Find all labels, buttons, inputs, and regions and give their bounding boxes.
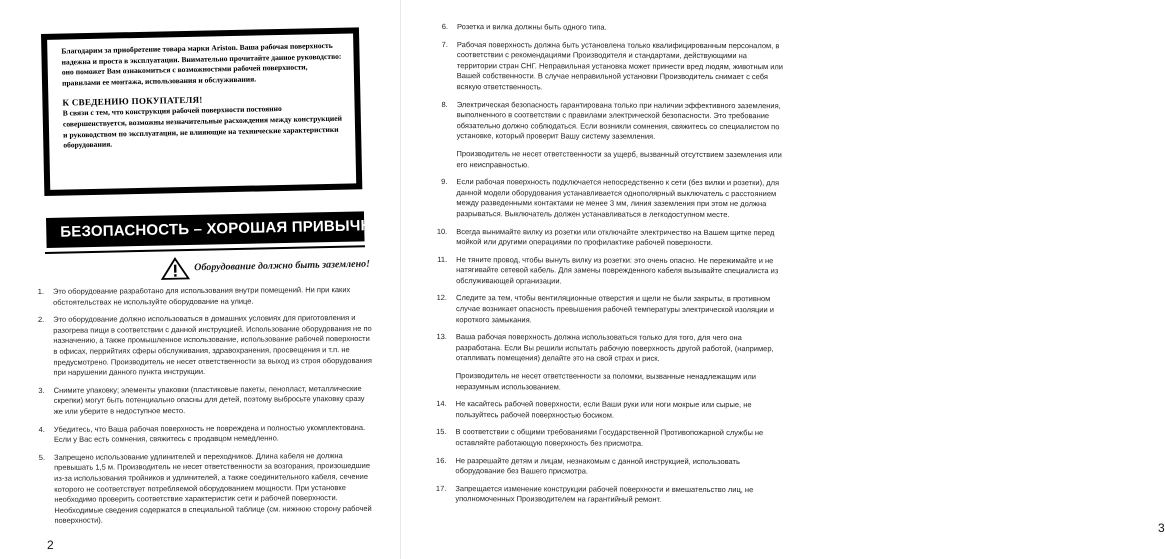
item-text: Не тяните провод, чтобы вынуть вилку из розетки: это очень опасно. Не пережимайте и не натягивайте сетевой кабель. Для замены поврежденного кабеля вызывайте специалиста из обслуживающей организации. xyxy=(456,254,779,286)
item-number: 6. xyxy=(441,22,448,32)
item-text: Если рабочая поверхность подключается непосредственно к сети (без вилки и розетки), для данной модели оборудования устанавливается однополярный выключатель с расстоянием между разведенными контактами не менее 3 мм, линия заземления при этом не должна разрываться. Выключатель должен устанавливаться в легкодоступном месте. xyxy=(456,177,780,219)
item-number: 7. xyxy=(441,39,448,49)
list-item xyxy=(433,226,785,248)
list-item xyxy=(433,399,785,421)
item-text: Ваша рабочая поверхность должна использоваться только для того, для чего она разработана. Если Вы решили испытать рабочую поверхность другой работой, (например, отапливать помещения) делайте это на свой страх и риск. xyxy=(455,332,774,364)
page-number-right: 3 xyxy=(1158,521,1165,535)
list-item xyxy=(433,177,785,221)
item-text: В соответствии с общими требованиями Государственной Противопожарной службы не оставляйте работающую поверхность без присмотра. xyxy=(455,427,764,448)
item-text: Рабочая поверхность должна быть установлена только квалифицированным персоналом, в соответствии с рекомендациями Производителя и стандартами, действующими на территории стран СНГ. Неправильная установка может принести вред людям, животным или Вашей собственности. В случае неправильной установки Производитель снимает с себя всякую ответственность. xyxy=(456,39,784,92)
section-title: БЕЗОПАСНОСТЬ – ХОРОШАЯ ПРИВЫЧКА xyxy=(60,216,382,241)
list-item xyxy=(433,100,785,172)
item-number: 14. xyxy=(436,399,447,409)
notice-heading: К СВЕДЕНИЮ ПОКУПАТЕЛЯ! xyxy=(62,95,203,108)
item-number: 12. xyxy=(436,293,448,303)
item-text: Не разрешайте детям и лицам, незнакомым с данной инструкцией, использовать оборудование без Вашего присмотра. xyxy=(455,455,740,476)
safety-list-right xyxy=(432,22,786,513)
item-text: Запрещено использование удлинителей и переходников. Длина кабеля не должна превышать 1,5 м. Производитель не несет ответственности за возгорания, произошедшие из-за использования тройников и удлинителей, а также соединительного кабеля, сечение которого не соответствует потребляемой оборудованием мощности. При установке необходимо проверить соответствие характеристик сети и рабочей поверхности. Необходимые сведения содержатся в специальной таблице (см. нижнюю сторону рабочей поверхности). xyxy=(54,450,372,526)
list-item xyxy=(432,484,784,506)
page-number-left: 2 xyxy=(47,538,54,552)
item-text: Всегда вынимайте вилку из розетки или отключайте электричество на Вашем щитке перед мойкой или другими операциями по профилактике рабочей поверхности. xyxy=(456,226,775,248)
list-item xyxy=(434,40,786,94)
item-number: 13. xyxy=(436,332,447,342)
safety-list-left xyxy=(30,285,376,534)
list-item xyxy=(30,285,374,308)
item-number: 9. xyxy=(441,177,448,187)
item-number: 8. xyxy=(441,99,448,109)
list-item xyxy=(433,427,785,449)
warning-text: Оборудование должно быть заземлено! xyxy=(194,258,371,274)
item-number: 15. xyxy=(436,427,447,437)
warning-triangle-icon xyxy=(161,257,189,280)
notice-body: В связи с тем, что конструкция рабочей поверхности постоянно совершенствуется, возможны незначительные расхождения между конструкцией и руководством по эксплуатации, не влияющие на технические характеристики оборудования. xyxy=(62,104,343,150)
notice-intro: Благодарим за приобретение товара марки Ariston. Ваша рабочая поверхность надежна и проста в эксплуатации. Внимательно прочитайте данное руководство: оно поможет Вам ознакомиться с возможностями рабочей поверхности, правилами ее монтажа, использования и обслуживания. xyxy=(61,40,342,88)
list-item xyxy=(30,313,374,379)
buyer-notice-box xyxy=(41,27,362,196)
item-number: 4. xyxy=(38,424,45,434)
item-number: 3. xyxy=(38,385,45,395)
item-number: 17. xyxy=(435,483,447,493)
left-page xyxy=(0,0,401,559)
item-text: Убедитесь, что Ваша рабочая поверхность не повреждена и полностью укомплектована. Если у Вас есть сомнения, свяжитесь с продавцом немедленно. xyxy=(53,422,366,444)
list-item xyxy=(433,293,785,326)
item-number: 1. xyxy=(37,286,45,296)
item-number: 2. xyxy=(37,315,45,325)
item-text: Запрещается изменение конструкции рабочей поверхности и вмешательство лиц, не уполномоченных Производителем на гарантийный ремонт. xyxy=(455,483,754,505)
item-text: Это оборудование разработано для использования внутри помещений. Ни при каких обстоятельствах не используйте оборудование на улице. xyxy=(52,285,351,307)
item-number: 11. xyxy=(437,254,448,264)
list-item xyxy=(432,456,784,478)
list-item xyxy=(433,255,785,288)
section-title-banner xyxy=(46,211,382,248)
item-continuation: Производитель не несет ответственности за ущерб, вызванный отсутствием заземления или его неисправностью. xyxy=(456,149,782,169)
list-item xyxy=(31,384,375,418)
list-item xyxy=(31,422,375,445)
item-text: Розетка и вилка должны быть одного типа. xyxy=(456,22,607,32)
item-text: Электрическая безопасность гарантирована только при наличии эффективного заземления, выполненного в соответствии с правилами электрической безопасности. Это требование обязательно должно соблюдаться. Если возникли сомнения, свяжитесь со специалистом по установке, который проверит Вашу систему заземления. xyxy=(456,99,781,142)
right-page xyxy=(401,0,1165,559)
item-text: Это оборудование должно использоваться в домашних условиях для приготовления и разогрева пищи в соответствии с данной инструкцией. Использование оборудования не по назначению, а также промышленное использование, использование рабочей поверхности в офисах, перрийтиях сферы обслуживания, здравохранения, просвещения и т.п. не предусмотрено. Производитель не несет ответственности за выход из строя оборудования при нарушении данного пункта инструкции. xyxy=(53,313,372,378)
item-number: 10. xyxy=(436,226,448,236)
item-text: Снимите упаковку; элементы упаковки (пластиковые пакеты, пенопласт, металлические скрепки) могут быть потенциально опасны для детей, поэтому выбросьте упаковку сразу же или уберите в недоступное место. xyxy=(53,383,365,416)
item-text: Не касайтесь рабочей поверхности, если Ваши руки или ноги мокрые или сырые, не пользуйтесь рабочей поверхностью босиком. xyxy=(455,399,752,420)
item-text: Следите за тем, чтобы вентиляционные отверстия и щели не были закрыты, в противном случае возникает опасность превышения рабочей температуры электрической изоляции и короткого замыкания. xyxy=(455,293,774,324)
item-continuation: Производитель не несет ответственности за поломки, вызванные ненадлежащим или неразумным использованием. xyxy=(455,371,756,392)
grounding-warning xyxy=(161,253,381,282)
list-item xyxy=(31,451,375,527)
list-item xyxy=(433,332,785,393)
item-number: 16. xyxy=(436,455,447,465)
list-item xyxy=(434,22,786,34)
item-number: 5. xyxy=(38,452,46,462)
